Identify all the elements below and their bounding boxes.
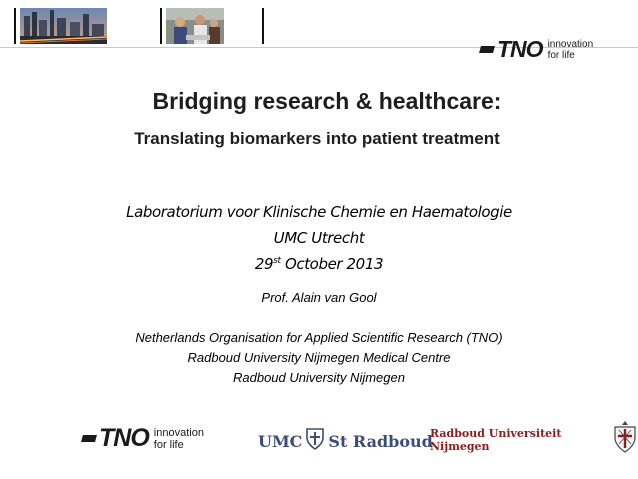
radboud-university-logo	[430, 420, 638, 459]
date-line	[0, 255, 638, 273]
tno-tagline-line2: for life	[153, 438, 184, 451]
tno-tagline	[548, 39, 594, 61]
radboud-university-logo-text: Radboud Universiteit Nijmegen	[430, 426, 562, 453]
affiliation-radboud-university: Radboud University Nijmegen	[233, 370, 405, 385]
date-suffix: st	[273, 256, 281, 266]
tno-logo-bar	[81, 435, 97, 442]
location-line: UMC Utrecht	[273, 229, 365, 247]
tno-tagline	[154, 427, 204, 451]
tno-tagline-line1: innovation	[547, 38, 594, 50]
tno-logo-bar	[479, 46, 495, 53]
affiliation-tno: Netherlands Organisation for Applied Scientific Research (TNO)	[135, 330, 503, 345]
st-radboud-logo-text: St Radboud	[328, 431, 433, 451]
tno-logo-bottom	[82, 424, 204, 453]
venue-line: Laboratorium voor Klinische Chemie en Haematologie	[126, 203, 512, 221]
umc-st-radboud-logo	[258, 428, 433, 454]
tno-tagline-line2: for life	[547, 49, 575, 61]
lab-workers-photo	[166, 8, 224, 44]
header-divider-middle	[160, 8, 162, 44]
umc-shield-icon	[306, 428, 324, 454]
tno-wordmark: TNO	[99, 424, 149, 452]
date-day: 29	[254, 255, 274, 273]
umc-logo-text: UMC	[258, 431, 303, 451]
tno-wordmark: TNO	[497, 36, 543, 62]
header-divider-left	[14, 8, 16, 44]
speaker-name: Prof. Alain van Gool	[261, 290, 377, 305]
tno-logo-top	[480, 36, 593, 63]
tno-tagline-line1: innovation	[153, 426, 204, 439]
date-rest: October 2013	[280, 255, 384, 273]
affiliation-radboud-umc: Radboud University Nijmegen Medical Centre	[187, 350, 451, 365]
header-divider-right	[262, 8, 264, 44]
slide-title: Bridging research & healthcare:	[152, 88, 502, 114]
slide-subtitle: Translating biomarkers into patient treatment	[134, 129, 500, 148]
radboud-crest-icon	[612, 420, 638, 459]
city-skyline-photo	[20, 8, 107, 44]
